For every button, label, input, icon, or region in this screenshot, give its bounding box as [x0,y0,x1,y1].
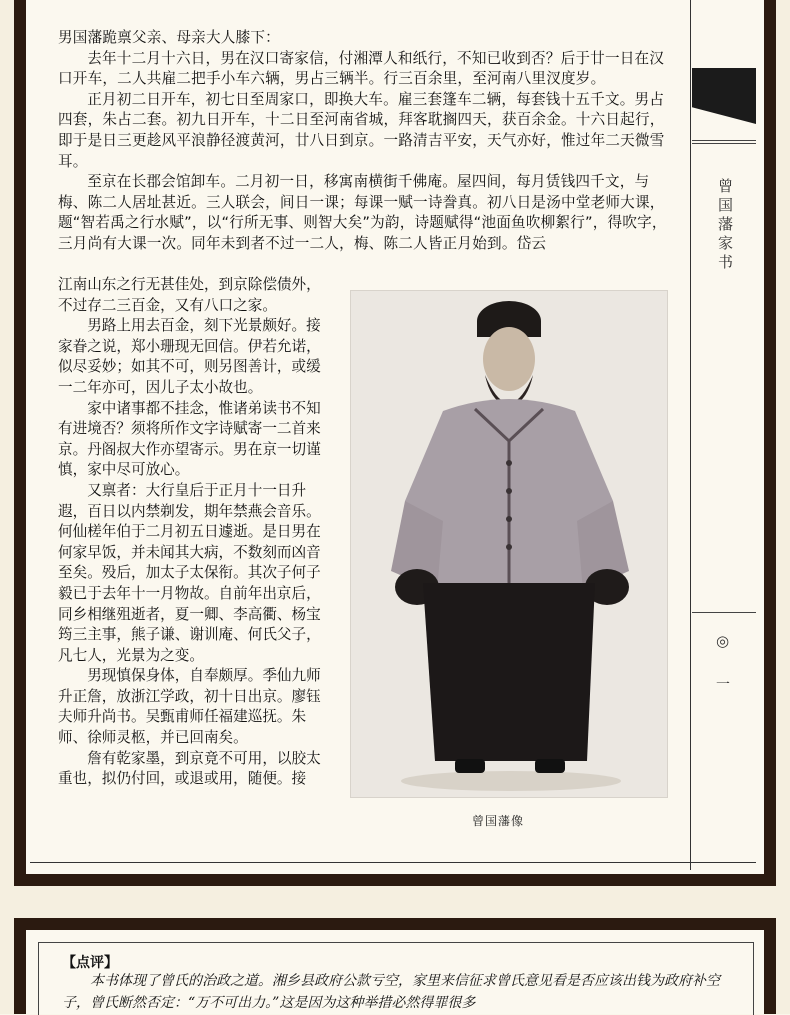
page-number: 一 [716,677,730,693]
page-mark-icon: ◎ [716,632,730,650]
review-paragraph: 本书体现了曾氏的治政之道。湘乡县政府公款亏空，家里来信征求曾氏意见看是否应该出钱为政府补空子，曾氏断然否定：“万不可出力。”这是因为这种举措必然得罪很多 [62,973,720,1011]
letter-paragraph: 正月初二日开车，初七日至周家口，即换大车。雇三套篷车二辆，每套钱十五千文。男占四套，朱占二套。初九日开车，十二日至河南省城，拜客耽搁四天，获百余金。十六日起行，即于是日三更趁风平浪静径渡黄河，廿八日到京。一路清吉平安，天气亦好，惟过年二天微雪耳。 [58,90,665,170]
letter-body [58,28,678,255]
salutation: 男国藩跪禀父亲、母亲大人膝下： [58,29,280,46]
portrait-figure [351,291,667,797]
letter-paragraph: 江南山东之行无甚佳处，到京除偿债外，不过存二三百金，又有八口之家。 [58,276,321,314]
letter-paragraph: 詹有乾家墨，到京竟不可用，以胶太重也，拟仍付回，或退或用，随便。接 [58,749,321,788]
portrait-caption: 曾国藩像 [472,814,525,828]
review-label: 【点评】 [62,955,118,971]
letter-paragraph: 男现慎保身体，自奉颇厚。季仙九师升正詹，放浙江学政，初十日出京。廖钰夫师升尚书。吴甄甫师任福建巡抚。朱师、徐师灵柩，并已回南矣。 [58,667,321,747]
letter-paragraph: 家中诸事都不挂念，惟诸弟读书不知有进境否？须将所作文字诗赋寄一二首来京。丹阁叔大作亦望寄示。男在京一切谨慎，家中尽可放心。 [58,399,321,479]
margin-rule-horizontal [30,862,756,863]
letter-paragraph: 至京在长郡会馆卸车。二月初一日，移寓南横街千佛庵。屋四间，每月赁钱四千文，与梅、陈二人居址甚近。三人联会，间日一课；每课一赋一诗誊真。初八日是汤中堂老师大课，题“智若禹之行水赋”，以“行所无事、则智大矣”为韵，诗题赋得“池面鱼吹柳絮行”，得吹字，三月尚有大课一次。同年未到者不过一二人，梅、陈二人皆正月始到。岱云 [58,173,667,252]
letter-paragraph: 去年十二月十六日，男在汉口寄家信，付湘潭人和纸行，不知已收到否？后于廿一日在汉口开车，二人共雇二把手小车六辆，男占三辆半。行三百余里，至河南八里汊度岁。 [58,49,665,88]
margin-rule-vertical [690,0,691,870]
full-width-paragraphs [58,49,678,255]
wrapped-text-column [58,275,334,790]
running-title: 曾国藩家书 [716,178,734,273]
side-divider [692,143,756,144]
letter-paragraph: 男路上用去百金，刻下光景颇好。接家眷之说，郑小珊现无回信。伊若允诺，似尽妥妙；如其不可，则另图善计，或缓一二年亦可，因儿子太小故也。 [58,317,321,396]
side-divider [692,612,756,613]
letter-paragraph: 又禀者：大行皇后于正月十一日升遐，百日以内禁剃发，期年禁燕会音乐。何仙槎年伯于二月初五日遽逝。是日男在何家早饭，并未闻其大病，不数刻而凶音至矣。殁后，加太子太保衔。其次子何子毅已于去年十一月物故。自前年出京后，同乡相继殂逝者，夏一卿、李高衢、杨宝筠三主事，熊子谦、谢训庵、何氏父子，凡七人，光景为之变。 [58,481,321,664]
portrait-image [350,290,668,798]
review-text-block [62,970,742,1014]
side-divider [692,140,756,141]
